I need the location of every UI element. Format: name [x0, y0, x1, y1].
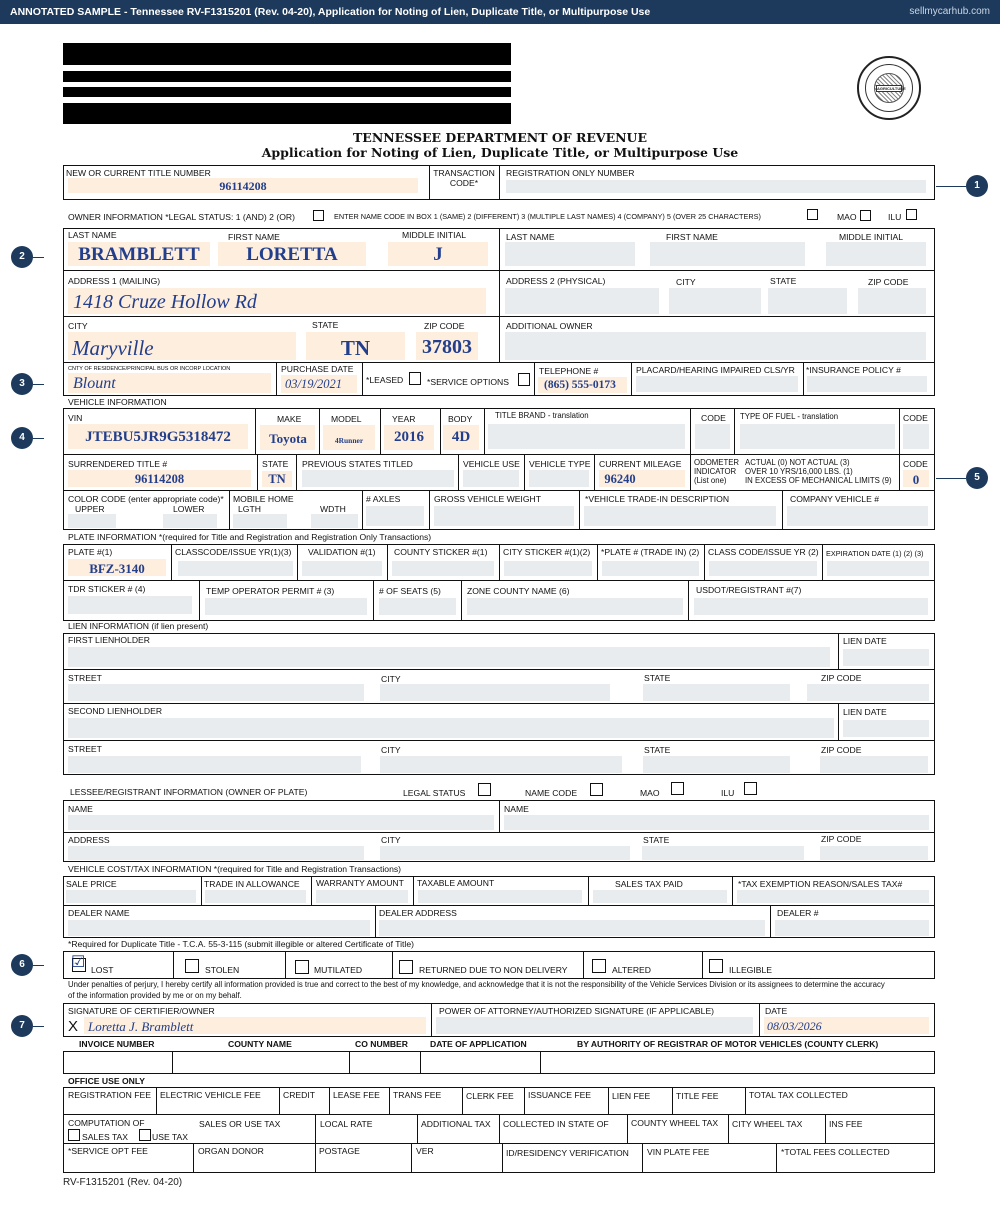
vehicle-type-label: VEHICLE TYPE [529, 459, 591, 469]
lessee-address-field[interactable] [68, 846, 364, 860]
clerk-block [63, 1051, 935, 1074]
fuel-code-label: CODE [903, 413, 928, 423]
banner-site[interactable]: sellmycarhub.com [909, 6, 990, 17]
use-tax-option-label: USE TAX [152, 1132, 188, 1142]
additional-tax-label: ADDITIONAL TAX [421, 1119, 491, 1129]
vehicle-use-label: VEHICLE USE [463, 459, 520, 469]
zip-value: 37803 [422, 336, 472, 358]
upper-color-field[interactable] [68, 514, 116, 528]
poa-field[interactable] [436, 1017, 753, 1034]
title-brand-label: TITLE BRAND - translation [495, 411, 589, 420]
owner2-middle-label: MIDDLE INITIAL [839, 232, 903, 242]
issuance-fee-label: ISSUANCE FEE [528, 1090, 592, 1100]
lessee-mao-checkbox[interactable] [671, 782, 684, 795]
model-label: MODEL [331, 414, 362, 424]
body-value: 4D [451, 429, 471, 445]
credit-label: CREDIT [283, 1090, 315, 1100]
lost-label: LOST [91, 965, 114, 975]
address2-label: ADDRESS 2 (PHYSICAL) [506, 276, 606, 286]
sales-tax-checkbox[interactable] [68, 1129, 80, 1141]
temp-permit-label: TEMP OPERATOR PERMIT # (3) [206, 586, 335, 596]
annotation-marker-7: 7 [11, 1015, 33, 1037]
current-mileage-label: CURRENT MILEAGE [599, 459, 682, 469]
upper-label: UPPER [75, 504, 105, 514]
annotation-marker-6: 6 [11, 954, 33, 976]
co-number-label: CO NUMBER [355, 1039, 408, 1049]
redaction-bar [63, 43, 511, 65]
trade-in-field[interactable] [584, 506, 776, 526]
authority-label: BY AUTHORITY OF REGISTRAR OF MOTOR VEHICLES (COUNTY CLERK) [577, 1039, 879, 1049]
redaction-bar [63, 103, 511, 124]
vin-plate-fee-label: VIN PLATE FEE [647, 1147, 710, 1157]
owner2-zip-label: ZIP CODE [868, 277, 909, 287]
transaction-code-label: TRANSACTION CODE* [433, 168, 495, 188]
first-lienholder-field[interactable] [68, 647, 830, 667]
vehicle-section-label: VEHICLE INFORMATION [68, 397, 167, 407]
lessee-ilu-checkbox[interactable] [744, 782, 757, 795]
annotation-marker-5: 5 [966, 467, 988, 489]
warranty-field[interactable] [316, 890, 408, 903]
make-label: MAKE [277, 414, 302, 424]
signature-value: Loretta J. Bramblett [88, 1019, 194, 1034]
plate-section-label: PLATE INFORMATION *(required for Title and Registration and Registration Only Transactions) [68, 532, 432, 542]
odometer-option-2: OVER 10 YRS/16,000 LBS. (1) [745, 467, 853, 476]
first-lienholder-label: FIRST LIENHOLDER [68, 635, 150, 645]
owner2-state-label: STATE [770, 276, 797, 286]
second-lien-zip-field[interactable] [820, 756, 928, 773]
current-mileage-value: 96240 [604, 472, 636, 486]
address2-field[interactable] [505, 288, 659, 314]
sale-price-field[interactable] [66, 890, 196, 903]
city-value: Maryville [72, 336, 154, 360]
county-label: CNTY OF RESIDENCE/PRINCIPAL BUS OR INCORP LOCATION [68, 366, 231, 372]
first-lien-date-field[interactable] [843, 649, 929, 666]
tax-exemption-label: *TAX EXEMPTION REASON/SALES TAX# [738, 879, 903, 889]
first-lien-city-field[interactable] [380, 684, 610, 701]
placard-label: PLACARD/HEARING IMPAIRED CLS/YR [636, 365, 795, 375]
lessee-state-field[interactable] [642, 846, 804, 860]
electric-vehicle-fee-label: ELECTRIC VEHICLE FEE [160, 1090, 261, 1100]
surrendered-state-label: STATE [262, 459, 289, 469]
city-wheel-tax-label: CITY WHEEL TAX [732, 1119, 803, 1129]
organ-donor-label: ORGAN DONOR [198, 1146, 264, 1156]
county-sticker-label: COUNTY STICKER #(1) [394, 547, 488, 557]
owner-first-name-label: FIRST NAME [228, 232, 280, 242]
title-fee-label: TITLE FEE [676, 1091, 719, 1101]
color-code-label: COLOR CODE (enter appropriate code)* [68, 494, 224, 504]
altered-checkbox[interactable] [592, 959, 606, 973]
registration-only-field[interactable] [506, 180, 926, 193]
city-sticker-field[interactable] [504, 561, 592, 576]
lien-section-label: LIEN INFORMATION (if lien present) [68, 621, 209, 631]
odometer-code-label: CODE [903, 459, 928, 469]
usdot-field[interactable] [694, 598, 928, 615]
tdr-sticker-label: TDR STICKER # (4) [68, 584, 146, 594]
name-code-checkbox[interactable] [807, 209, 818, 220]
owner-middle-value: J [433, 244, 443, 265]
odometer-label-1: ODOMETER [694, 458, 740, 467]
redaction-bar [63, 71, 511, 82]
address1-label: ADDRESS 1 (MAILING) [68, 276, 161, 286]
surrendered-title-value: 96114208 [134, 472, 185, 486]
local-rate-label: LOCAL RATE [320, 1119, 373, 1129]
vin-value: JTEBU5JR9G5318472 [85, 429, 231, 445]
trade-allowance-field[interactable] [205, 890, 306, 903]
annotation-marker-2: 2 [11, 246, 33, 268]
county-wheel-tax-label: COUNTY WHEEL TAX [631, 1118, 719, 1128]
warranty-label: WARRANTY AMOUNT [316, 878, 404, 888]
certification-text-2: of the information provided by me or on my behalf. [68, 991, 242, 1000]
usdot-label: USDOT/REGISTRANT #(7) [696, 585, 802, 595]
total-tax-collected-label: TOTAL TAX COLLECTED [749, 1090, 848, 1100]
telephone-value: (865) 555-0173 [544, 379, 616, 391]
dealer-name-label: DEALER NAME [68, 908, 130, 918]
first-lien-state-field[interactable] [643, 684, 790, 701]
surrendered-title-label: SURRENDERED TITLE # [68, 459, 168, 469]
mutilated-checkbox[interactable] [295, 960, 309, 974]
county-sticker-field[interactable] [392, 561, 494, 576]
lessee-section-label: LESSEE/REGISTRANT INFORMATION (OWNER OF PLATE) [70, 787, 308, 797]
name-code-label: ENTER NAME CODE IN BOX 1 (SAME) 2 (DIFFERENT) 3 (MULTIPLE LAST NAMES) 4 (COMPANY) 5 (OVER 25 CHARACTERS) [334, 212, 761, 221]
owner-last-name-label: LAST NAME [68, 230, 117, 240]
lessee-name2-label: NAME [504, 804, 529, 814]
title-number-label: NEW OR CURRENT TITLE NUMBER [66, 168, 211, 178]
fuel-type-label: TYPE OF FUEL - translation [740, 412, 839, 421]
make-value: Toyota [269, 431, 307, 446]
classcode-field[interactable] [178, 561, 293, 576]
owner-info-label: OWNER INFORMATION *LEGAL STATUS: 1 (AND) 2 (OR) [68, 212, 295, 222]
company-vehicle-field[interactable] [787, 506, 928, 526]
sales-tax-label: SALES TAX PAID [615, 879, 683, 889]
seal-text: AGRICULTURE [877, 86, 906, 91]
trade-in-label: *VEHICLE TRADE-IN DESCRIPTION [585, 494, 730, 504]
id-residency-label: ID/RESIDENCY VERIFICATION [506, 1148, 629, 1158]
second-lien-zip-label: ZIP CODE [821, 745, 862, 755]
registration-fee-label: REGISTRATION FEE [68, 1090, 151, 1100]
brand-code-field[interactable] [695, 424, 730, 449]
legal-status-checkbox[interactable] [313, 210, 324, 221]
marker-line [33, 384, 44, 385]
odometer-code-value: 0 [912, 472, 920, 487]
cost-section-label: VEHICLE COST/TAX INFORMATION *(required for Title and Registration Transactions) [68, 864, 402, 874]
mobile-home-label: MOBILE HOME [233, 494, 294, 504]
poa-label: POWER OF ATTORNEY/AUTHORIZED SIGNATURE (IF APPLICABLE) [439, 1006, 715, 1016]
brand-code-label: CODE [701, 413, 726, 423]
zone-county-label: ZONE COUNTY NAME (6) [467, 586, 570, 596]
office-use-label: OFFICE USE ONLY [68, 1076, 146, 1086]
computation-label: COMPUTATION OF [68, 1118, 145, 1128]
marker-line [936, 186, 966, 187]
second-lien-state-field[interactable] [643, 756, 790, 773]
lessee-ilu-label: ILU [721, 788, 735, 798]
invoice-label: INVOICE NUMBER [79, 1039, 155, 1049]
first-lien-zip-field[interactable] [807, 684, 929, 701]
lower-color-field[interactable] [163, 514, 217, 528]
axles-label: # AXLES [366, 494, 401, 504]
previous-states-label: PREVIOUS STATES TITLED [302, 459, 413, 469]
trade-plate-label: *PLATE # (TRADE IN) (2) [601, 547, 700, 557]
seats-field[interactable] [379, 598, 456, 615]
owner2-zip-field[interactable] [858, 288, 926, 314]
lost-check-mark: ☑ [71, 954, 86, 971]
first-lien-city-label: CITY [381, 674, 401, 684]
dealer-number-label: DEALER # [777, 908, 819, 918]
seats-label: # OF SEATS (5) [379, 586, 441, 596]
sale-price-label: SALE PRICE [66, 879, 117, 889]
vehicle-use-field[interactable] [463, 470, 519, 487]
ver-label: VER [416, 1146, 434, 1156]
owner-last-name-value: BRAMBLETT [78, 244, 200, 265]
owner2-first-name-label: FIRST NAME [666, 232, 718, 242]
service-options-checkbox[interactable] [518, 373, 530, 386]
first-lien-state-label: STATE [644, 673, 671, 683]
date-value: 08/03/2026 [767, 1019, 822, 1033]
lessee-mao-label: MAO [640, 788, 660, 798]
county-name-label: COUNTY NAME [228, 1039, 292, 1049]
odometer-label-3: (List one) [694, 476, 727, 485]
second-lien-street-label: STREET [68, 744, 102, 754]
zip-label: ZIP CODE [424, 321, 465, 331]
model-value: 4Runner [334, 436, 364, 445]
body-label: BODY [448, 414, 473, 424]
length-label: LGTH [238, 504, 261, 514]
dealer-address-label: DEALER ADDRESS [379, 908, 457, 918]
agency-heading: TENNESSEE DEPARTMENT OF REVENUE [353, 130, 647, 145]
owner2-state-field[interactable] [768, 288, 847, 314]
form-title: Application for Noting of Lien, Duplicate Title, or Multipurpose Use [261, 145, 739, 160]
illegible-label: ILLEGIBLE [729, 965, 772, 975]
length-field[interactable] [233, 514, 287, 528]
fuel-type-field[interactable] [740, 424, 895, 449]
first-lien-date-label: LIEN DATE [843, 636, 887, 646]
trade-plate-field[interactable] [602, 561, 699, 576]
lessee-address-label: ADDRESS [68, 835, 110, 845]
fuel-code-field[interactable] [903, 424, 929, 449]
second-lien-city-label: CITY [381, 745, 401, 755]
use-tax-checkbox[interactable] [139, 1129, 151, 1141]
lessee-legal-status-label: LEGAL STATUS [403, 788, 466, 798]
second-lien-city-field[interactable] [380, 756, 622, 773]
lien-fee-label: LIEN FEE [612, 1091, 651, 1101]
class-trade-label: CLASS CODE/ISSUE YR (2) [708, 547, 819, 557]
sample-banner [0, 0, 1000, 24]
address1-value: 1418 Cruze Hollow Rd [73, 291, 257, 313]
ilu-checkbox[interactable] [906, 209, 917, 220]
city-label: CITY [68, 321, 88, 331]
owner2-middle-field[interactable] [826, 242, 926, 266]
odometer-option-3: IN EXCESS OF MECHANICAL LIMITS (9) [745, 476, 892, 485]
owner2-last-name-label: LAST NAME [506, 232, 555, 242]
gross-weight-field[interactable] [434, 506, 574, 526]
lower-label: LOWER [173, 504, 205, 514]
previous-states-field[interactable] [302, 470, 454, 487]
annotation-marker-4: 4 [11, 427, 33, 449]
banner-title: ANNOTATED SAMPLE - Tennessee RV-F1315201 (Rev. 04-20), Application for Noting of Lien, Duplicate Title, or Multipurpose Use [10, 6, 651, 18]
stolen-checkbox[interactable] [185, 959, 199, 973]
odometer-label-2: INDICATOR [694, 467, 737, 476]
clerk-fee-label: CLERK FEE [466, 1091, 514, 1101]
first-lien-street-field[interactable] [68, 684, 364, 701]
ins-fee-label: INS FEE [829, 1119, 863, 1129]
zone-county-field[interactable] [467, 598, 683, 615]
registration-only-label: REGISTRATION ONLY NUMBER [506, 168, 635, 178]
owner2-first-name-field[interactable] [650, 242, 805, 266]
lessee-zip-field[interactable] [820, 846, 928, 860]
purchase-date-value: 03/19/2021 [285, 377, 342, 391]
lessee-city-label: CITY [381, 835, 401, 845]
altered-label: ALTERED [612, 965, 651, 975]
signature-x: X [68, 1018, 79, 1035]
lessee-city-field[interactable] [380, 846, 630, 860]
expiration-field[interactable] [827, 561, 929, 576]
returned-checkbox[interactable] [399, 960, 413, 974]
certification-text-1: Under penalties of perjury, I hereby certify all information provided is true and correct to the best of my knowledge, and acknowledge that it is not the responsibility of the Vehicle Services Division or its assignees to determine the accuracy [68, 980, 885, 989]
stolen-label: STOLEN [205, 965, 240, 975]
service-opt-fee-label: *SERVICE OPT FEE [68, 1146, 148, 1156]
owner2-city-field[interactable] [669, 288, 761, 314]
trans-fee-label: TRANS FEE [393, 1090, 442, 1100]
city-sticker-label: CITY STICKER #(1)(2) [503, 547, 591, 557]
class-trade-field[interactable] [709, 561, 817, 576]
collected-state-label: COLLECTED IN STATE OF [503, 1119, 609, 1129]
date-application-label: DATE OF APPLICATION [430, 1039, 527, 1049]
duplicate-note: *Required for Duplicate Title - T.C.A. 55-3-115 (submit illegible or altered Certificate of Title) [68, 939, 414, 949]
owner-first-name-value: LORETTA [246, 244, 338, 265]
mao-label: MAO [837, 212, 857, 222]
ilu-label: ILU [888, 212, 902, 222]
owner-middle-label: MIDDLE INITIAL [402, 230, 466, 240]
validation-field[interactable] [302, 561, 382, 576]
state-label: STATE [312, 320, 339, 330]
classcode-label: CLASSCODE/ISSUE YR(1)(3) [175, 547, 292, 557]
gross-weight-label: GROSS VEHICLE WEIGHT [434, 494, 541, 504]
tax-exemption-field[interactable] [737, 890, 929, 903]
marker-line [33, 438, 44, 439]
lessee-name2-field[interactable] [504, 815, 929, 830]
year-value: 2016 [394, 429, 424, 445]
second-lien-street-field[interactable] [68, 756, 361, 773]
first-lien-zip-label: ZIP CODE [821, 673, 862, 683]
lease-fee-label: LEASE FEE [333, 1090, 380, 1100]
postage-label: POSTAGE [319, 1146, 360, 1156]
expiration-label: EXPIRATION DATE (1) (2) (3) [826, 549, 924, 558]
lessee-state-label: STATE [643, 835, 670, 845]
date-label: DATE [765, 1006, 788, 1016]
insurance-field[interactable] [807, 376, 927, 392]
tdr-sticker-field[interactable] [68, 596, 192, 614]
dealer-number-field[interactable] [775, 920, 929, 936]
width-label: WDTH [320, 504, 346, 514]
plate-number-value: BFZ-3140 [89, 561, 145, 576]
year-label: YEAR [392, 414, 416, 424]
dealer-address-field[interactable] [379, 920, 765, 936]
illegible-checkbox[interactable] [709, 959, 723, 973]
insurance-label: *INSURANCE POLICY # [806, 365, 901, 375]
marker-line [33, 1026, 44, 1027]
placard-field[interactable] [636, 376, 798, 392]
lessee-name-field[interactable] [68, 815, 494, 830]
owner2-last-name-field[interactable] [505, 242, 635, 266]
mutilated-label: MUTILATED [314, 965, 363, 975]
vin-label: VIN [68, 413, 83, 423]
annotation-marker-3: 3 [11, 373, 33, 395]
lessee-name-code-label: NAME CODE [525, 788, 578, 798]
additional-owner-field[interactable] [505, 332, 926, 360]
lessee-name-code-checkbox[interactable] [590, 783, 603, 796]
lessee-name-label: NAME [68, 804, 93, 814]
taxable-amount-field[interactable] [418, 890, 582, 903]
form-number-footer: RV-F1315201 (Rev. 04-20) [63, 1177, 183, 1188]
axles-field[interactable] [366, 506, 424, 526]
total-fees-label: *TOTAL FEES COLLECTED [781, 1147, 890, 1157]
second-lien-state-label: STATE [644, 745, 671, 755]
county-value: Blount [73, 375, 116, 392]
state-seal [857, 56, 921, 120]
company-vehicle-label: COMPANY VEHICLE # [790, 494, 879, 504]
returned-label: RETURNED DUE TO NON DELIVERY [419, 965, 568, 975]
second-lienholder-field[interactable] [68, 718, 834, 738]
redaction-bar [63, 87, 511, 97]
taxable-amount-label: TAXABLE AMOUNT [417, 878, 495, 888]
leased-checkbox[interactable] [409, 372, 421, 385]
second-lien-date-field[interactable] [843, 720, 929, 737]
owner2-city-label: CITY [676, 277, 696, 287]
title-brand-field[interactable] [488, 424, 685, 449]
second-lien-date-label: LIEN DATE [843, 707, 887, 717]
dealer-name-field[interactable] [68, 920, 370, 936]
leased-label: *LEASED [366, 375, 404, 385]
first-lien-street-label: STREET [68, 673, 102, 683]
marker-line [33, 965, 44, 966]
marker-line [936, 478, 966, 479]
lessee-legal-status-checkbox[interactable] [478, 783, 491, 796]
plate-number-label: PLATE #(1) [68, 547, 113, 557]
second-lienholder-label: SECOND LIENHOLDER [68, 706, 163, 716]
width-field[interactable] [311, 514, 358, 528]
state-value: TN [340, 336, 371, 360]
purchase-date-label: PURCHASE DATE [281, 364, 354, 374]
odometer-option-1: ACTUAL (0) NOT ACTUAL (3) [745, 458, 850, 467]
lessee-zip-label: ZIP CODE [821, 834, 862, 844]
mao-checkbox[interactable] [860, 210, 871, 221]
trade-allowance-label: TRADE IN ALLOWANCE [204, 879, 300, 889]
sales-tax-option-label: SALES TAX [82, 1132, 129, 1142]
sales-tax-field[interactable] [593, 890, 727, 903]
service-options-label: *SERVICE OPTIONS [427, 377, 509, 387]
signature-label: SIGNATURE OF CERTIFIER/OWNER [68, 1006, 215, 1016]
validation-label: VALIDATION #(1) [308, 547, 376, 557]
sales-use-tax-label: SALES OR USE TAX [199, 1119, 281, 1129]
surrendered-state-value: TN [268, 472, 286, 486]
additional-owner-label: ADDITIONAL OWNER [506, 321, 593, 331]
annotation-marker-1: 1 [966, 175, 988, 197]
marker-line [33, 257, 44, 258]
temp-permit-field[interactable] [205, 598, 367, 615]
title-number-value: 96114208 [219, 179, 267, 193]
telephone-label: TELEPHONE # [539, 366, 599, 376]
